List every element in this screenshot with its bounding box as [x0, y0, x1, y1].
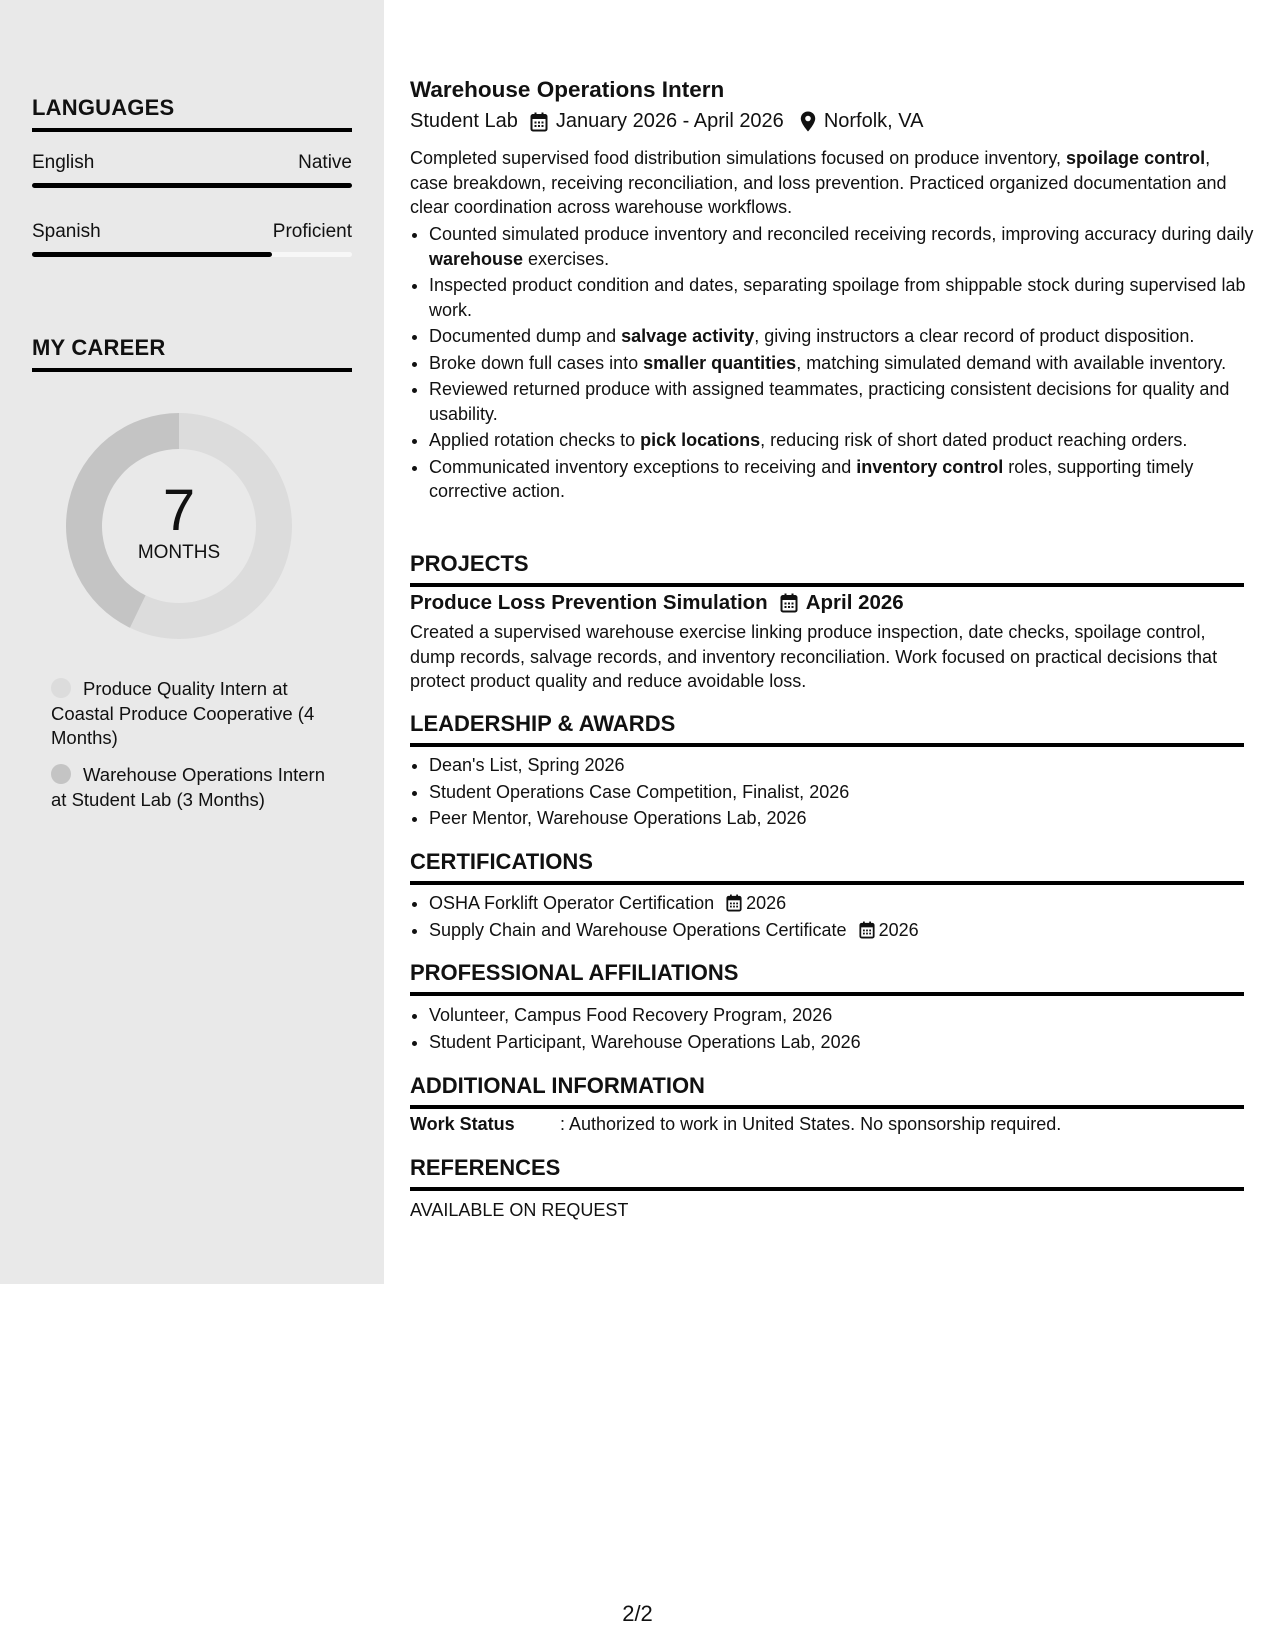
calendar-icon	[859, 921, 875, 939]
list-item: • Student Participant, Warehouse Operations Lab, 2026	[429, 1030, 1263, 1055]
language-proficiency-fill	[32, 252, 272, 257]
location-pin-icon	[800, 111, 816, 132]
calendar-icon	[726, 894, 742, 912]
projects-heading: PROJECTS	[410, 551, 1244, 587]
bullet-text: exercises.	[523, 248, 610, 269]
references-text: AVAILABLE ON REQUEST	[410, 1200, 629, 1220]
career-legend-item	[51, 677, 341, 751]
cert-row	[429, 891, 1263, 916]
job-bullet	[429, 324, 1263, 349]
bullet-text: Documented dump and	[429, 326, 622, 346]
list-item	[429, 891, 1263, 916]
bullet-bold: salvage activity	[621, 326, 755, 346]
project-title: Produce Loss Prevention Simulation	[410, 591, 768, 614]
affiliations-heading: PROFESSIONAL AFFILIATIONS	[410, 960, 1244, 996]
job-summary	[410, 146, 1244, 220]
work-status-row	[410, 1114, 1061, 1135]
calendar-icon	[780, 593, 798, 613]
work-status-label: Work Status	[410, 1114, 515, 1134]
job-bullet	[429, 377, 1263, 426]
legend-dot	[51, 678, 71, 698]
project-title-line	[410, 591, 904, 615]
certifications-list	[410, 891, 1263, 944]
language-name: English	[32, 152, 95, 173]
summary-text: Completed supervised food distribution simulations focused on produce inventory,	[410, 148, 1067, 168]
language-row-english	[32, 152, 352, 174]
page-number: 2/2	[622, 1601, 653, 1626]
bullet-bold: smaller quantities	[643, 352, 797, 373]
work-status-value: : Authorized to work in United States. No sponsorship required.	[560, 1114, 1062, 1134]
bullet-bold: warehouse	[429, 248, 524, 269]
career-heading: MY CAREER	[32, 335, 352, 372]
cert-year: 2026	[746, 893, 787, 913]
job-bullet	[429, 351, 1263, 376]
job-location: Norfolk, VA	[823, 110, 924, 132]
list-item: • Student Operations Case Competition, Finalist, 2026	[429, 780, 1263, 805]
bullet-text: , matching simulated demand with available inventory.	[796, 352, 1227, 373]
cert-row	[429, 918, 1263, 943]
career-legend-item	[51, 763, 341, 812]
project-description: Created a supervised warehouse exercise linking produce inspection, date checks, spoilage control, dump records, salvage records, and inventory reconciliation. Work focused on practical decisions that protect product quality and reduce avoidable loss.	[410, 622, 1218, 691]
language-level: Proficient	[272, 221, 352, 242]
job-bullet	[429, 273, 1263, 322]
bullet-text: roles, supporting timely corrective action.	[429, 456, 1194, 501]
cert-name: • OSHA Forklift Operator Certification	[429, 893, 715, 913]
career-total: 7	[162, 478, 196, 543]
list-item: • Dean's List, Spring 2026	[429, 753, 1263, 778]
language-proficiency-bar	[32, 252, 352, 257]
affiliations-list	[410, 1003, 1263, 1056]
list-item: • Volunteer, Campus Food Recovery Program, 2026	[429, 1003, 1263, 1028]
cert-year: 2026	[878, 919, 919, 940]
legend-label: Warehouse Operations Intern at Student Lab (3 Months)	[51, 764, 325, 810]
references-heading: REFERENCES	[410, 1155, 1244, 1191]
leadership-list	[410, 753, 1263, 833]
legend-label: Produce Quality Intern at Coastal Produce Cooperative (4 Months)	[51, 678, 315, 748]
bullet-text: Applied rotation checks to	[429, 430, 641, 450]
bullet-text: Reviewed returned produce with assigned teammates, practicing consistent decisions for quality and usability.	[429, 379, 1230, 424]
additional-heading: ADDITIONAL INFORMATION	[410, 1073, 1244, 1109]
cert-name: • Supply Chain and Warehouse Operations Certificate	[429, 919, 847, 940]
bullet-text: , reducing risk of short dated product reaching orders.	[760, 430, 1188, 450]
bullet-text: Broke down full cases into	[429, 352, 644, 373]
job-title: Warehouse Operations Intern	[410, 77, 725, 102]
bullet-bold: pick locations	[640, 430, 761, 450]
job-company: Student Lab	[410, 110, 518, 132]
job-dates: January 2026 - April 2026	[555, 110, 784, 132]
bullet-text: Inspected product condition and dates, separating spoilage from shippable stock during supervised lab work.	[429, 275, 1246, 320]
career-unit: MONTHS	[137, 542, 221, 563]
job-bullet	[429, 455, 1263, 504]
language-row-spanish	[32, 221, 352, 243]
list-item: • Peer Mentor, Warehouse Operations Lab, 2026	[429, 806, 1263, 831]
list-item	[429, 918, 1263, 943]
job-meta	[410, 110, 923, 133]
job-bullet	[429, 222, 1263, 271]
language-level: Native	[298, 152, 352, 173]
legend-dot	[51, 764, 71, 784]
language-proficiency-fill	[32, 183, 352, 188]
project-date: April 2026	[805, 591, 904, 614]
certifications-heading: CERTIFICATIONS	[410, 849, 1244, 885]
language-proficiency-bar	[32, 183, 352, 188]
languages-heading: LANGUAGES	[32, 95, 352, 132]
bullet-text: , giving instructors a clear record of product disposition.	[754, 326, 1195, 346]
career-donut-chart	[66, 413, 292, 639]
leadership-heading: LEADERSHIP & AWARDS	[410, 711, 1244, 747]
bullet-text: Counted simulated produce inventory and reconciled receiving records, improving accuracy during daily	[429, 224, 1254, 244]
bullet-bold: inventory control	[856, 456, 1004, 477]
summary-text: , case breakdown, receiving reconciliation, and loss prevention. Practiced organized documentation and clear coordination across warehouse workflows.	[410, 148, 1227, 217]
bullet-text: Communicated inventory exceptions to receiving and	[429, 456, 857, 477]
calendar-icon	[530, 112, 548, 132]
sidebar	[0, 0, 384, 1284]
summary-bold: spoilage control	[1066, 148, 1206, 168]
language-name: Spanish	[32, 221, 101, 242]
job-bullet	[429, 428, 1263, 453]
job-bullets	[410, 222, 1263, 506]
donut-center	[66, 413, 292, 639]
